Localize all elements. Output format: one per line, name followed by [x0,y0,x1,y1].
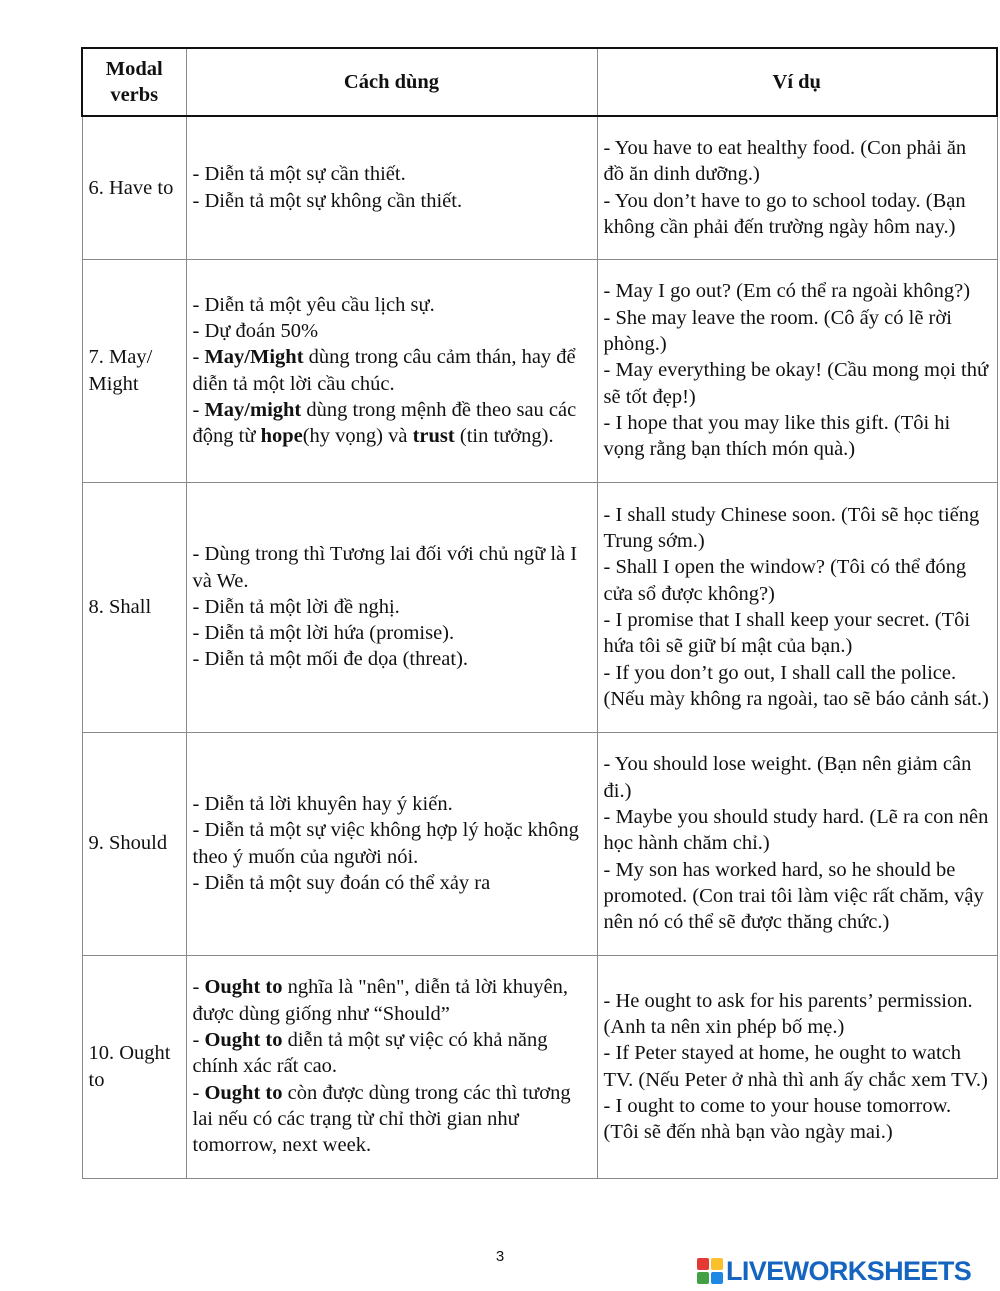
usage-line [193,188,591,214]
usage-line [193,397,591,450]
usage-line [193,791,591,817]
table-row [82,482,997,732]
bold-keyword: trust [412,425,455,448]
usage-text: diễn tả một sự việc có khả năng chính xác rất cao. [192,1029,548,1078]
bold-keyword: Ought to [204,1081,283,1104]
table-row [82,732,997,955]
table-row [82,116,997,259]
modal-verb-cell: 8. Shall [82,482,186,732]
usage-text: - [192,976,205,999]
header-examples: Ví dụ [597,48,997,116]
modal-verb-cell: 7. May/ Might [82,259,186,482]
example-line: - You should lose weight. (Bạn nên giảm cân đi.) [603,753,972,802]
liveworksheets-logo [697,1256,971,1286]
example-line: - I shall study Chinese soon. (Tôi sẽ học tiếng Trung sớm.) [603,503,980,553]
usage-text: (hy vọng) và [302,425,413,448]
usage-line [193,620,591,646]
example-line: - My son has worked hard, so he should be promoted. (Con trai tôi làm việc rất chăm, vậy nên nó có thể sẽ được thăng chức.) [603,858,984,934]
usage-text: - Diễn tả lời khuyên hay ý kiến. [192,792,453,815]
example-line: - If Peter stayed at home, he ought to watch TV. (Nếu Peter ở nhà thì anh ấy chắc xem TV.) [603,1042,988,1091]
usage-cell [186,732,597,955]
modal-verb-cell: 9. Should [82,732,186,955]
usage-text: - Diễn tả một lời hứa (promise). [192,622,455,645]
header-modal-verbs: Modal verbs [82,48,186,116]
usage-text: - Diễn tả một lời đề nghị. [192,595,400,618]
usage-line [193,870,591,896]
usage-text: - [192,398,205,421]
usage-line [193,292,591,318]
examples-cell [597,482,997,732]
usage-text: - Dùng trong thì Tương lai đối với chủ ngữ là I và We. [192,543,578,592]
example-line: - I ought to come to your house tomorrow. (Tôi sẽ đến nhà bạn vào ngày mai.) [603,1094,952,1144]
usage-cell [186,259,597,482]
usage-line [193,541,591,594]
liveworksheets-brand-text: LIVEWORKSHEETS [726,1256,972,1286]
usage-line [193,594,591,620]
table-row [82,259,997,482]
page-number: 3 [495,1248,505,1265]
usage-line [193,1027,591,1080]
bold-keyword: May/might [204,398,302,421]
usage-text: - Dự đoán 50% [192,319,319,342]
bold-keyword: Ought to [204,1029,283,1052]
usage-text: - Diễn tả một yêu cầu lịch sự. [192,293,435,316]
usage-text: nghĩa là "nên", diễn tả lời khuyên, được dùng giống như “Should” [192,976,568,1025]
usage-text: - Diễn tả một suy đoán có thể xảy ra [192,871,491,894]
usage-text: dùng trong mệnh đề theo sau các động từ [192,398,577,448]
bold-keyword: Ought to [204,976,283,999]
usage-text: - Diễn tả một mối đe dọa (threat). [192,648,469,671]
example-line: - I promise that I shall keep your secret. (Tôi hứa tôi sẽ giữ bí mật của bạn.) [603,609,971,658]
usage-line [193,161,591,187]
table-header-row [82,48,997,116]
usage-text: - Diễn tả một sự việc không hợp lý hoặc không theo ý muốn của người nói. [192,819,579,868]
example-line: - May I go out? (Em có thể ra ngoài không?) [603,280,971,303]
liveworksheets-logo-icon [697,1258,723,1284]
usage-text: dùng trong câu cảm thán, hay để diễn tả một lời cầu chúc. [192,346,576,395]
example-line: - You don’t have to go to school today. (Bạn không cần phải đến trường ngày hôm nay.) [603,189,966,239]
example-line: - Maybe you should study hard. (Lẽ ra con nên học hành chăm chỉ.) [603,806,989,855]
usage-text: còn được dùng trong các thì tương lai nếu có các trạng từ chỉ thời gian như tomorrow, next week. [192,1081,571,1157]
example-line: - Shall I open the window? (Tôi có thể đóng cửa sổ được không?) [603,556,967,605]
examples-cell [597,116,997,259]
usage-line [193,974,591,1027]
usage-text: - Diễn tả một sự cần thiết. [192,163,406,186]
example-line: - She may leave the room. (Cô ấy có lẽ rời phòng.) [603,306,952,356]
bold-keyword: May/Might [204,346,304,369]
example-line: - I hope that you may like this gift. (Tôi hi vọng rằng bạn thích món quà.) [603,411,951,461]
usage-line [193,344,591,397]
usage-line [193,318,591,344]
example-line: - You have to eat healthy food. (Con phải ăn đồ ăn dinh dưỡng.) [603,137,967,186]
table-row [82,955,997,1178]
modal-verbs-table [81,47,998,1179]
header-usage: Cách dùng [186,48,597,116]
usage-line [193,817,591,870]
usage-text: - [192,1081,205,1104]
usage-text: - Diễn tả một sự không cần thiết. [192,189,463,212]
usage-cell [186,955,597,1178]
usage-text: - [192,1029,205,1052]
examples-cell [597,259,997,482]
usage-cell [186,482,597,732]
usage-line [193,1080,591,1159]
modal-verb-cell: 6. Have to [82,116,186,259]
example-line: - If you don’t go out, I shall call the police. (Nếu mày không ra ngoài, tao sẽ báo cảnh sát.) [603,661,989,710]
example-line: - He ought to ask for his parents’ permission. (Anh ta nên xin phép bố mẹ.) [603,989,973,1038]
modal-verb-cell: 10. Ought to [82,955,186,1178]
examples-cell [597,955,997,1178]
bold-keyword: hope [260,425,303,448]
example-line: - May everything be okay! (Cầu mong mọi thứ sẽ tốt đẹp!) [603,359,989,408]
usage-text: (tin tưởng). [454,425,554,448]
usage-cell [186,116,597,259]
usage-line [193,646,591,672]
examples-cell [597,732,997,955]
usage-text: - [192,346,205,369]
